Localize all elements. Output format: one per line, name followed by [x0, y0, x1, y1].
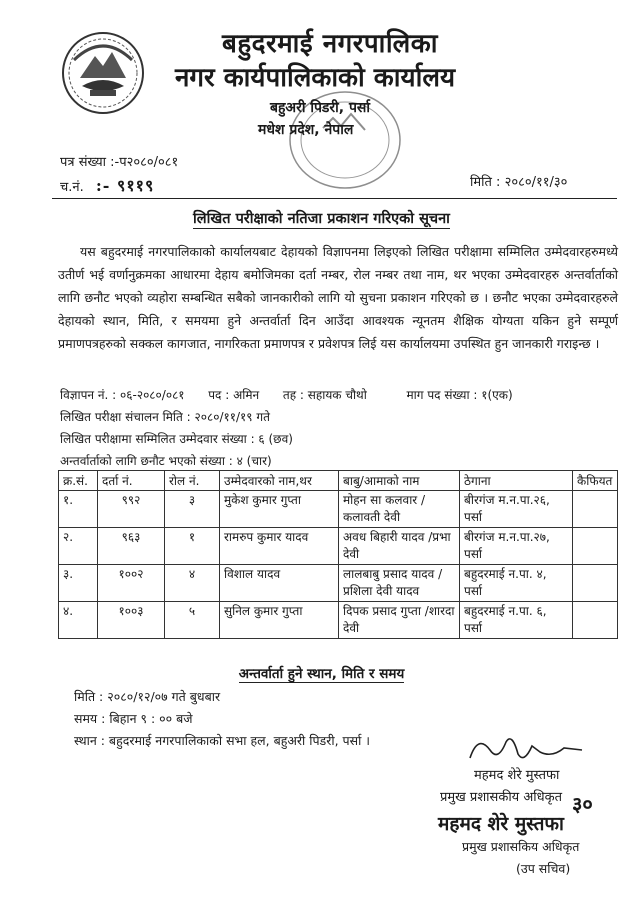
address-cell: बहुदरमाई न.पा. ४, पर्सा: [460, 565, 573, 602]
serial-cell: १.: [59, 491, 98, 528]
serial-cell: ४.: [59, 602, 98, 639]
post-level: तह : सहायक चौथो: [282, 388, 367, 402]
candidate-cell: रामरुप कुमार यादव: [220, 528, 339, 565]
interview-place: स्थान : बहुदरमाई नगरपालिकाको सभा हल, बहुअरी पिडरी, पर्सा ।: [74, 733, 371, 748]
address-line-1: बहुअरी पिडरी, पर्सा: [270, 100, 371, 116]
exam-info-line-1: [60, 386, 513, 403]
roll-cell: ३: [165, 491, 220, 528]
address-line-2: मधेश प्रदेश, नेपाल: [258, 122, 354, 138]
municipality-title: बहुदरमाई नगरपालिका: [222, 29, 438, 59]
parents-cell: लालबाबु प्रसाद यादव /प्रशिला देवी यादव: [339, 565, 460, 602]
interview-date: मिति : २०८०/१२/०७ गते बुधबार: [74, 689, 221, 704]
issue-date: मिति : २०८०/११/३०: [470, 175, 568, 190]
header-divider: [52, 198, 617, 199]
roll-cell: १: [165, 528, 220, 565]
dispatch-number: [60, 174, 154, 196]
candidate-cell: मुकेश कुमार गुप्ता: [220, 491, 339, 528]
signature-date: ३०: [572, 792, 593, 816]
exam-date: लिखित परीक्षा संचालन मिति : २०८०/११/१९ गते: [60, 410, 270, 424]
dispatch-value: :- ९११९: [95, 176, 155, 195]
selected-count: अन्तर्वार्ताको लागि छनौट भएको संख्या : ४ (चार): [60, 454, 272, 468]
post-name: पद : अमिन: [208, 388, 260, 402]
col-address: ठेगाना: [460, 471, 573, 491]
roll-cell: ५: [165, 602, 220, 639]
remarks-cell: [573, 565, 618, 602]
signatory-name: महमद शेरे मुस्तफा: [474, 768, 560, 783]
address-cell: बहुदरमाई न.पा. ६, पर्सा: [460, 602, 573, 639]
results-table: [58, 470, 618, 639]
col-parents: बाबु/आमाको नाम: [339, 471, 460, 491]
demand-count: माग पद संख्या : १(एक): [406, 388, 513, 402]
stamp-rank: (उप सचिव): [516, 861, 571, 876]
registration-cell: ९९२: [98, 491, 165, 528]
address-cell: बीरगंज म.न.पा.२६, पर्सा: [460, 491, 573, 528]
parents-cell: दिपक प्रसाद गुप्ता /शारदा देवी: [339, 602, 460, 639]
handwritten-signature-icon: [460, 728, 590, 768]
address-cell: बीरगंज म.न.पा.२७, पर्सा: [460, 528, 573, 565]
signatory-designation: प्रमुख प्रशासकीय अधिकृत: [440, 790, 563, 805]
remarks-cell: [573, 528, 618, 565]
interview-heading-text: अन्तर्वार्ता हुने स्थान, मिति र समय: [238, 666, 405, 682]
col-roll: रोल नं.: [165, 471, 220, 491]
candidate-cell: विशाल यादव: [220, 565, 339, 602]
parents-cell: अवध बिहारी यादव /प्रभा देवी: [339, 528, 460, 565]
col-registration: दर्ता नं.: [98, 471, 165, 491]
col-serial: क्र.सं.: [59, 471, 98, 491]
table-row: [59, 602, 618, 639]
remarks-cell: [573, 491, 618, 528]
registration-cell: १००३: [98, 602, 165, 639]
notice-subject: [0, 208, 643, 228]
stamp-name: महमद शेरे मुस्तफा: [438, 813, 564, 835]
interview-heading: [0, 664, 643, 682]
table-row: [59, 528, 618, 565]
registration-cell: १००२: [98, 565, 165, 602]
participant-count: लिखित परीक्षामा सम्मिलित उम्मेदवार संख्या : ६ (छव): [60, 432, 293, 446]
roll-cell: ४: [165, 565, 220, 602]
candidate-cell: सुनिल कुमार गुप्ता: [220, 602, 339, 639]
parents-cell: मोहन सा कलवार /कलावती देवी: [339, 491, 460, 528]
interview-time: समय : बिहान ९ : ०० बजे: [74, 711, 193, 726]
table-row: [59, 491, 618, 528]
letter-number: पत्र संख्या :-प२०८०/०८१: [60, 155, 179, 170]
table-header-row: [59, 471, 618, 491]
remarks-cell: [573, 602, 618, 639]
advert-number: विज्ञापन नं. : ०६-२०८०/०८१: [60, 388, 185, 402]
registration-cell: ९६३: [98, 528, 165, 565]
dispatch-label: च.नं.: [60, 180, 84, 195]
col-candidate: उम्मेदवारको नाम,थर: [220, 471, 339, 491]
table-row: [59, 565, 618, 602]
serial-cell: २.: [59, 528, 98, 565]
office-title: नगर कार्यपालिकाको कार्यालय: [174, 63, 456, 93]
notice-subject-text: लिखित परीक्षाको नतिजा प्रकाशन गरिएको सूचना: [193, 211, 450, 227]
serial-cell: ३.: [59, 565, 98, 602]
stamp-designation: प्रमुख प्रशासकिय अधिकृत: [462, 839, 580, 854]
notice-body: यस बहुदरमाई नगरपालिकाको कार्यालयबाट देहायको विज्ञापनमा लिइएको लिखित परीक्षामा सम्मिलित उम्मेदवारहरुमध्ये उतीर्ण भई वर्णानुक्रमका आधारमा देहाय बमोजिमका दर्ता नम्बर, रोल नम्बर तथा नाम, थर भएका उम्मेदवारहरु अन्तर्वार्ताको लागि छनौट भएको व्यहोरा सम्बन्धित सबैको जानकारीको लागि यो सुचना प्रकाशन गरिएको छ । छनौट भएका उम्मेदवारहरुले देहायको स्थान, मिति, र समयमा हुने अन्तर्वार्ता दिन आउँदा आवश्यक न्यूनतम शैक्षिक योग्यता यकिन हुने सम्पूर्ण प्रमाणपत्रहरुको सक्कल कागजात, नागरिकता प्रमाणपत्र र प्रवेशपत्र लिई यस कार्यालयमा उपस्थित हुन जानकारी गराइन्छ ।: [58, 244, 618, 351]
nepal-emblem-icon: [60, 30, 146, 116]
col-remarks: कैफियत: [573, 471, 618, 491]
